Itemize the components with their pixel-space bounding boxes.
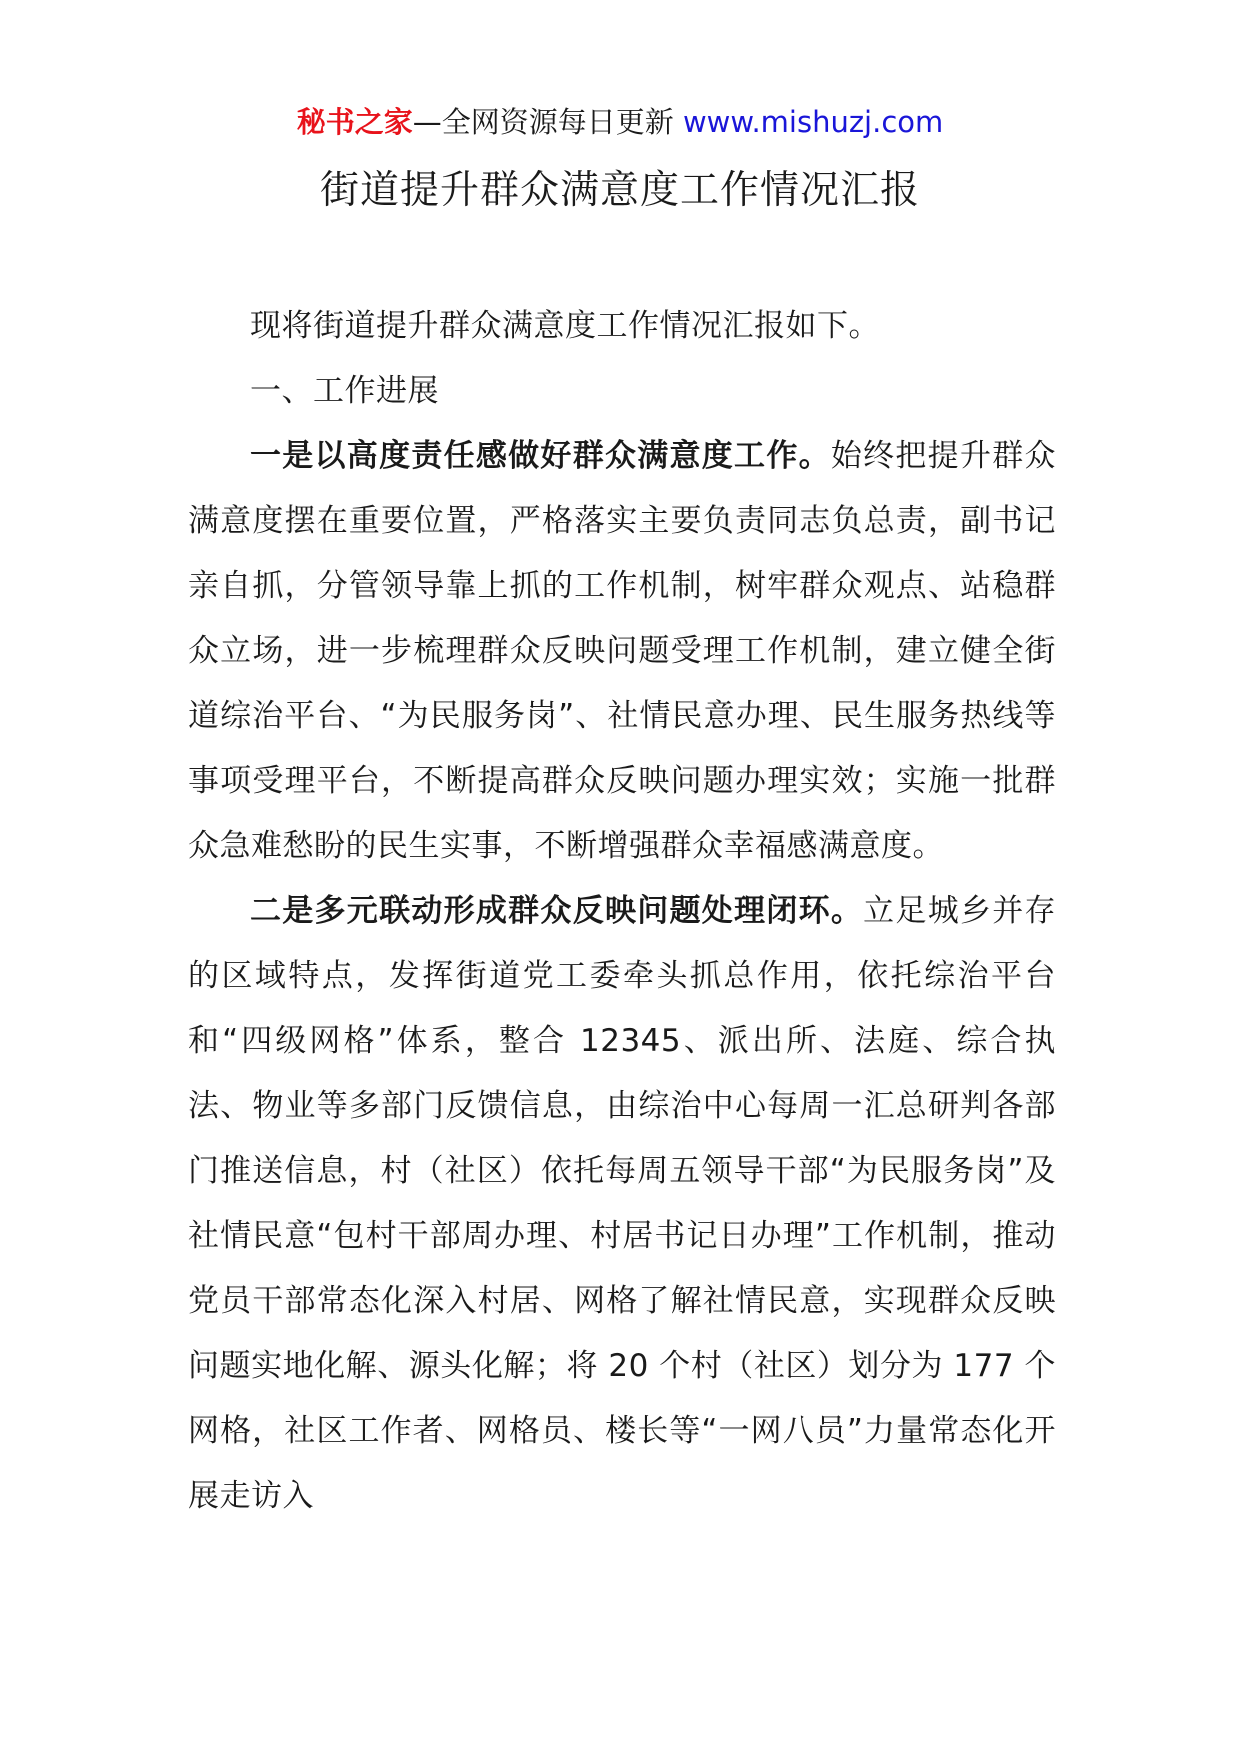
site-url-link[interactable]: www.mishuzj.com (682, 105, 944, 139)
brand-name: 秘书之家 (296, 105, 413, 139)
section-heading: 一、工作进展 (250, 373, 439, 409)
body-paragraph-2 (188, 879, 1056, 1529)
body-paragraph-1 (188, 424, 1056, 879)
banner-slogan: —全网资源每日更新 (412, 105, 674, 139)
paragraph-lead: 一是以高度责任感做好群众满意度工作。 (250, 438, 831, 474)
paragraph-lead: 二是多元联动形成群众反映问题处理闭环。 (250, 893, 864, 929)
intro-paragraph: 现将街道提升群众满意度工作情况汇报如下。 (250, 308, 880, 344)
document-body (188, 294, 1056, 1529)
document-title: 街道提升群众满意度工作情况汇报 (319, 168, 920, 213)
site-banner (0, 102, 1240, 142)
paragraph-text: 始终把提升群众满意度摆在重要位置，严格落实主要负责同志负总责，副书记亲自抓，分管领导靠上抓的工作机制，树牢群众观点、站稳群众立场，进一步梳理群众反映问题受理工作机制，建立健全街道综治平台、“为民服务岗”、社情民意办理、民生服务热线等事项受理平台，不断提高群众反映问题办理实效；实施一批群众急难愁盼的民生实事，不断增强群众幸福感满意度。 (188, 438, 1056, 864)
paragraph-text: 立足城乡并存的区域特点，发挥街道党工委牵头抓总作用，依托综治平台和“四级网格”体系，整合 12345、派出所、法庭、综合执法、物业等多部门反馈信息，由综治中心每周一汇总研判各部门推送信息，村（社区）依托每周五领导干部“为民服务岗”及社情民意“包村干部周办理、村居书记日办理”工作机制，推动党员干部常态化深入村居、网格了解社情民意，实现群众反映问题实地化解、源头化解；将 20 个村（社区）划分为 177 个网格，社区工作者、网格员、楼长等“一网八员”力量常态化开展走访入 (188, 893, 1057, 1514)
